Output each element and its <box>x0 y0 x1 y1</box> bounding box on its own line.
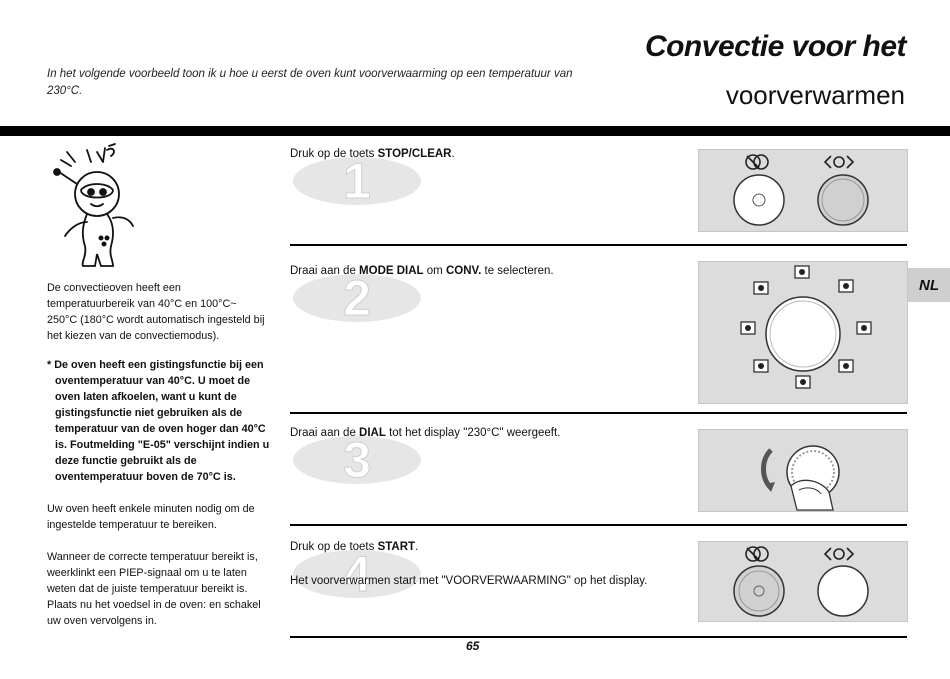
fermentation-note: * De oven heeft een gistingsfunctie bij een oventemperatuur van 40°C. U moet de oven laten afkoelen, want u kunt de gistingsfunctie niet gebruiken als de temperatuur van de oven hoger dan 40°C is. Foutmelding "E-05" verschijnt indien u deze functie gebruikt als de oventemperatuur boven de 70°C is. <box>47 359 270 483</box>
dial-turn-graphic <box>699 430 907 511</box>
step-4-extra-text: Het voorverwarmen start met "VOORVERWAARMING" op het display. <box>290 575 648 587</box>
page-title: Convectie voor het <box>644 30 906 63</box>
mascot-illustration <box>47 142 157 272</box>
mode-dial-graphic <box>699 262 907 403</box>
button-panel-graphic <box>699 150 907 231</box>
step-1-rule <box>290 244 907 246</box>
svg-text:1: 1 <box>343 153 371 208</box>
dial-turn-panel <box>698 429 908 512</box>
step-3-rule <box>290 524 907 526</box>
mode-dial-panel <box>698 261 908 404</box>
svg-text:2: 2 <box>343 270 371 325</box>
step-4-text: Druk op de toets START. <box>290 541 419 553</box>
beep-signal-text: Wanneer de correcte temperatuur bereikt is, weerklinkt een PIEP-signaal om u te laten weten dat de juiste temperatuur bereikt is. Plaats nu het voedsel in de oven: en schakel uw oven vervolgens in. <box>47 551 261 627</box>
footer-rule <box>290 636 907 638</box>
step-2-rule <box>290 412 907 414</box>
step-2-text: Draai aan de MODE DIAL om CONV. te selecteren. <box>290 265 554 277</box>
stop-start-panel-1 <box>698 149 908 232</box>
svg-text:4: 4 <box>343 546 371 601</box>
page-subtitle: voorverwarmen <box>725 80 905 110</box>
step-1-text: Druk op de toets STOP/CLEAR. <box>290 148 455 160</box>
temperature-range-text: De convectieoven heeft een temperatuurbereik van 40°C en 100°C~ 250°C (180°C wordt automatisch ingesteld bij het kiezen van de convectiemodus). <box>47 282 265 342</box>
page-number: 65 <box>466 639 480 653</box>
preheat-time-text: Uw oven heeft enkele minuten nodig om de ingestelde temperatuur te bereiken. <box>47 503 255 531</box>
svg-text:3: 3 <box>343 432 371 487</box>
button-panel-graphic-2 <box>699 542 907 621</box>
header-rule <box>0 126 950 136</box>
intro-text: In het volgende voorbeeld toon ik u hoe u eerst de oven kunt voorverwaarming op een temperatuur van 230°C. <box>47 68 573 97</box>
step-3-text: Draai aan de DIAL tot het display "230°C" weergeeft. <box>290 427 561 439</box>
language-tab: NL <box>908 268 950 302</box>
stop-start-panel-2 <box>698 541 908 622</box>
